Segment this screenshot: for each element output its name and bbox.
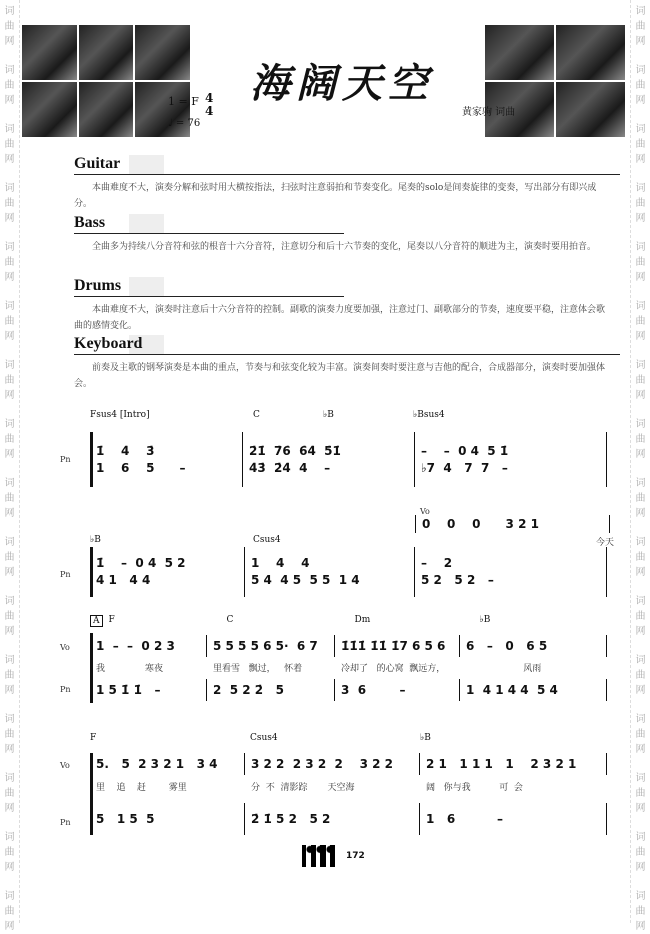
score-system-4 — [60, 733, 610, 838]
score-systems-2-chords-3: ♭B — [479, 615, 491, 625]
watermark-left — [0, 0, 20, 932]
score-systems-1-piano-0-1: 4 1 4 4 — [96, 573, 151, 587]
sections-1-text: 全曲多为持续八分音符和弦的根音十六分音符，注意切分和后十六节奏的变化，尾奏以八分音符的顺进为主，演奏时要用拍音。 — [92, 242, 597, 252]
watermark-text: 词 曲 网 — [4, 596, 15, 637]
section-keyboard — [74, 335, 620, 392]
score-systems-3-piano-0: 5 1 5 5 — [90, 803, 245, 835]
score-labels-vocal: Vo — [60, 761, 70, 770]
score-systems-1-piano-0-0: 1̇ – 0 4 5 2 — [96, 556, 186, 570]
watermark-text: 词 曲 网 — [4, 6, 15, 47]
watermark-text: 词 曲 网 — [4, 537, 15, 578]
band-silhouette-logo — [302, 845, 342, 867]
watermark-text: 词 曲 网 — [635, 242, 646, 283]
watermark-text: 词 曲 网 — [4, 419, 15, 460]
watermark-text: 词 曲 网 — [4, 301, 15, 342]
score-systems-2-lyrics-0: 我 寒夜 — [96, 664, 164, 674]
score-systems-2-piano-2: 3 6 – — [335, 679, 460, 701]
score-systems-0-piano-1-1: 4̇3̇ 2̇4̇ 4 – — [249, 460, 331, 475]
sections-2-name: Drums — [74, 277, 344, 297]
sections-1-name: Bass — [74, 214, 344, 234]
score-systems-3-vocal-2: 2 1 1 1 1 1 2 3 2 1 — [420, 753, 607, 775]
header-time_signature-top: 4 — [205, 91, 214, 105]
score-systems-0-piano-2-1: ♭7 4 7 7 – — [421, 460, 508, 475]
score-labels-piano: Pn — [60, 570, 71, 579]
score-systems-2-chords-1: C — [226, 615, 234, 625]
section-bass — [74, 214, 620, 255]
score-systems-3-lyrics-0: 里 追 赶 雾里 — [96, 783, 187, 793]
score-system-1 — [60, 410, 610, 490]
watermark-text: 词 曲 网 — [4, 183, 15, 224]
score-systems-1-piano-1-1: 5 4 4 5 5 5 1 4 — [251, 573, 360, 587]
score-systems-2-lyrics-2: 冷却了 的心窝 飘远方， — [341, 664, 446, 674]
score-systems-2-vocal-2: 1̇1̇1̇ 1̇1̇ 1̇7 6 5 6 — [335, 635, 460, 657]
score-labels-vocal: Vo — [420, 507, 430, 516]
key-signature: 1 = F — [168, 95, 199, 108]
watermark-text: 词 曲 网 — [635, 419, 646, 460]
score-systems-3-chords-2: ♭B — [420, 733, 431, 743]
sections-2-text: 本曲难度不大，演奏时注意后十六分音符的控制。副歌的演奏力度要加强，注意过门、副歌部分的节奏，速度要平稳，注意体会歌曲的感情变化。 — [74, 305, 606, 331]
composer-credit: 黄家驹 词曲 — [462, 107, 516, 118]
sections-0-name: Guitar — [74, 155, 620, 175]
watermark-text: 词 曲 网 — [635, 537, 646, 578]
score-systems-0-chords-2: ♭B — [323, 410, 334, 420]
score-systems-0-piano-0-0: 1̇ 4̇ 3̇ — [96, 443, 155, 458]
score-systems-1-piano-2-1: 5 2 5 2 – — [421, 573, 494, 587]
score-systems-3-vocal-0: 5. 5 2 3 2 1 3 4 — [90, 753, 245, 775]
score-system-2 — [60, 505, 615, 600]
watermark-text: 词 曲 网 — [4, 478, 15, 519]
score-systems-2-piano-1: 2 5 2 2̇ 5 — [207, 679, 335, 701]
score-systems-1-vocal-0: 0 0 0 3 2 1 — [415, 515, 610, 533]
watermark-text: 词 曲 网 — [635, 478, 646, 519]
rehearsal-mark: A — [90, 615, 103, 627]
watermark-text: 词 曲 网 — [635, 6, 646, 47]
watermark-text: 词 曲 网 — [4, 714, 15, 755]
score-systems-2-lyrics-3: 风雨 — [466, 664, 542, 674]
watermark-text: 词 曲 网 — [4, 124, 15, 165]
score-systems-3-vocal-1: 3 2 2 2 3 2 2 3 2 2 — [245, 753, 420, 775]
watermark-text: 词 曲 网 — [635, 360, 646, 401]
watermark-text: 词 曲 网 — [635, 301, 646, 342]
watermark-text: 词 曲 网 — [635, 65, 646, 106]
section-guitar — [74, 155, 620, 212]
watermark-text: 词 曲 网 — [635, 832, 646, 873]
score-system-3 — [60, 615, 610, 705]
score-systems-3-chords-1: Csus4 — [250, 733, 278, 743]
watermark-right — [630, 0, 650, 932]
watermark-text: 词 曲 网 — [635, 596, 646, 637]
watermark-text: 词 曲 网 — [4, 773, 15, 814]
score-systems-2-chords-2: Dm — [354, 615, 371, 625]
score-systems-0-chords-1: C — [253, 410, 260, 420]
watermark-text: 词 曲 网 — [635, 891, 646, 932]
score-systems-0-piano-2-0: – – 0 4 5 1̇ — [421, 443, 509, 458]
watermark-text: 词 曲 网 — [635, 714, 646, 755]
watermark-text: 词 曲 网 — [4, 891, 15, 932]
score-systems-0-piano-1-0: 2̇1̇ 7̇6̇ 6̇4̇ 5̇1̇ — [249, 443, 341, 458]
score-systems-3-chords-0: F — [90, 733, 97, 743]
watermark-text: 词 曲 网 — [635, 183, 646, 224]
page-footer — [302, 845, 365, 867]
score-systems-1-lyrics-0: 今天 — [596, 538, 615, 548]
score-systems-0-piano-0-1: 1 6 5 – — [96, 460, 186, 475]
watermark-text: 词 曲 网 — [635, 124, 646, 165]
page-number: 172 — [346, 851, 365, 861]
watermark-text: 词 曲 网 — [635, 655, 646, 696]
header-time_signature-bottom: 4 — [205, 104, 214, 118]
score-systems-0-chords-0: Fsus4 [Intro] — [90, 410, 150, 420]
time-signature — [205, 92, 213, 118]
sections-3-text: 前奏及主歌的钢琴演奏是本曲的重点，节奏与和弦变化较为丰富。演奏间奏时要注意与吉他的配合，合成器部分，演奏时要加强体会。 — [74, 363, 606, 389]
score-systems-2-piano-3: 1 4 1 4 4 5 4 — [460, 679, 607, 701]
score-labels-piano: Pn — [60, 685, 71, 694]
score-systems-3-piano-2: 1 6 – — [420, 803, 607, 835]
watermark-text: 词 曲 网 — [635, 773, 646, 814]
sections-3-name: Keyboard — [74, 335, 620, 355]
score-labels-vocal: Vo — [60, 643, 70, 652]
watermark-text: 词 曲 网 — [4, 65, 15, 106]
band-photo-collage-left — [22, 25, 190, 137]
score-systems-2-lyrics-1: 里看雪 飘过， 怀着 — [213, 664, 303, 674]
score-systems-2-piano-0: 1 5 1̇ 1̇ – — [90, 679, 207, 701]
song-title: 海阔天空 — [250, 60, 434, 107]
score-systems-2-vocal-3: 6 – 0 6 5 — [460, 635, 607, 657]
score-labels-piano: Pn — [60, 818, 71, 827]
sections-0-text: 本曲难度不大，演奏分解和弦时用大横按指法，扫弦时注意弱拍和节奏变化。尾奏的solo是间奏旋律的变奏，写出部分有即兴成分。 — [74, 183, 597, 209]
score-systems-3-lyrics-2: 阔 你与我 可 会 — [426, 783, 523, 793]
score-labels-piano: Pn — [60, 455, 71, 464]
score-systems-1-piano-2-0: – 2 — [421, 556, 453, 570]
band-photo-collage-right — [485, 25, 625, 137]
watermark-text: 词 曲 网 — [4, 832, 15, 873]
score-systems-0-chords-3: ♭Bsus4 — [413, 410, 445, 420]
score-systems-1-piano-1-0: 1 4 4 — [251, 556, 310, 570]
score-systems-1-chords-0: ♭B — [90, 535, 101, 545]
watermark-text: 词 曲 网 — [4, 242, 15, 283]
watermark-text: 词 曲 网 — [4, 360, 15, 401]
score-systems-2-vocal-0: 1 – – 0 2 3 — [90, 635, 207, 657]
section-drums — [74, 277, 620, 334]
score-systems-3-lyrics-1: 分 不 清影踪 天空海 — [251, 783, 355, 793]
tempo-marking: ♩ = 76 — [168, 118, 201, 129]
score-systems-3-piano-1: 2̇ 1̇ 5 2 5 2 — [245, 803, 420, 835]
score-systems-1-chords-1: Csus4 — [253, 535, 281, 545]
watermark-text: 词 曲 网 — [4, 655, 15, 696]
score-systems-2-chords-0: F — [108, 615, 115, 625]
score-systems-2-vocal-1: 5 5 5 5 6 5· 6 7 — [207, 635, 335, 657]
